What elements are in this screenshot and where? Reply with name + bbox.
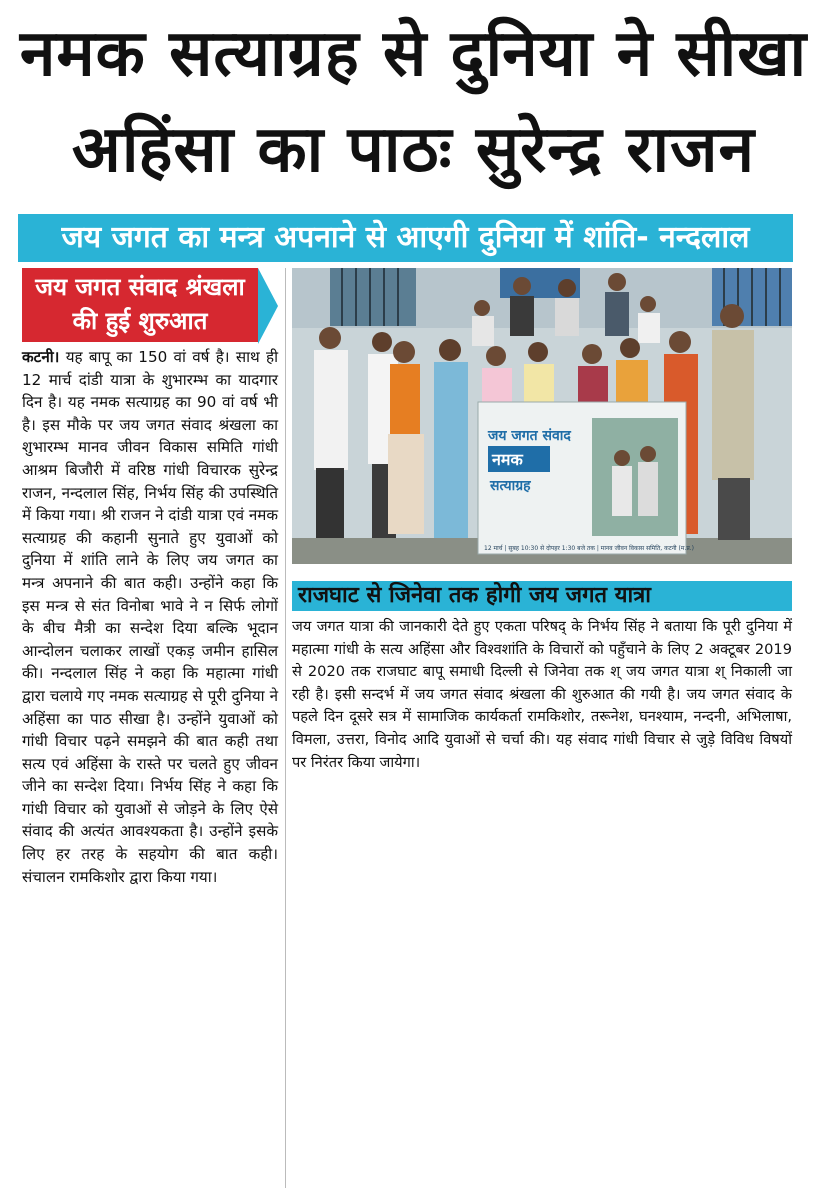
photo-scene (292, 268, 792, 564)
headline (0, 6, 827, 198)
headline-line-1: नमक सत्याग्रह से दुनिया ने सीखा (19, 17, 808, 91)
headline-line-2: अहिंसा का पाठः सुरेन्द्र राजन (71, 113, 756, 187)
banner-footer: 12 मार्च | सुबह 10:30 से दोपहर 1:30 बजे तक | मानव जीवन विकास समिति, कटनी (म.प्र.) (484, 545, 695, 552)
series-tag (22, 268, 258, 342)
banner-line-2: नमक (492, 450, 523, 469)
subheadline-bar: जय जगत का मन्त्र अपनाने से आएगी दुनिया में शांति- नन्दलाल (18, 214, 793, 262)
group-photo (292, 268, 792, 564)
series-tag-line-2: की हुई शुरुआत (72, 307, 208, 335)
left-article-body: यह बापू का 150 वां वर्ष है। साथ ही 12 मार्च दांडी यात्रा के शुभारम्भ का यादगार दिन है। यह नमक सत्याग्रह का 90 वां वर्ष भी है। इस मौके पर जय जगत संवाद श्रंखला का शुभारम्भ मानव जीवन विकास समिति गांधी आश्रम बिजौरी में वरिष्ठ गांधी विचारक सुरेन्द्र राजन, नन्दलाल सिंह, निर्भय सिंह की उपस्थिति में किया गया। श्री राजन ने दांडी यात्रा एवं नमक सत्याग्रह की कहानी सुनाते हुए युवाओं को दुनिया में शांति लाने के लिए जय जगत का मन्त्र अपनाने की बात कही। उन्होंने कहा कि इस मन्त्र से संत विनोबा भावे ने न सिर्फ लोगों के बीच मैत्री का सन्देश दिया बल्कि भूदान आन्दोलन चलाकर लाखों एकड़ जमीन हासिल की। नन्दलाल सिंह ने कहा कि महात्मा गांधी द्वारा चलाये गए नमक सत्याग्रह से पूरी दुनिया ने अहिंसा का पाठ सीखा है। उन्होंने युवाओं को गांधी विचार पढ़ने समझने की बात कही तथा सत्य एवं अहिंसा के रास्ते पर चलते हुए जीवन जीने का सन्देश दिया। निर्भय सिंह ने कहा कि गांधी विचार को युवाओं से जोड़ने के लिए ऐसे संवाद की अत्यंत आवश्यकता है। उन्होंने इसके लिए हर तरह के सहयोग की बात कही। संचालन रामकिशोर द्वारा किया गया। (22, 348, 279, 886)
series-tag-line-1: जय जगत संवाद श्रंखला (35, 273, 245, 301)
column-divider (285, 268, 286, 1188)
series-tag-arrow (258, 268, 278, 344)
right-article-title: राजघाट से जिनेवा तक होगी जय जगत यात्रा (292, 581, 792, 611)
right-article-body: जय जगत यात्रा की जानकारी देते हुए एकता परिषद् के निर्भय सिंह ने बताया कि पूरी दुनिया में महात्मा गांधी के सत्य अहिंसा और विश्वशांति के विचारों को पहुँचाने के लिए 2 अक्टूबर 2019 से 2020 तक राजघाट बापू समाधी दिल्ली से जिनेवा तक श् जय जगत यात्रा श् निकाली जा रही है। इसी सन्दर्भ में जय जगत संवाद श्रंखला की शुरुआत की गयी है। जय जगत संवाद के पहले दिन दूसरे सत्र में सामाजिक कार्यकर्ता रामकिशोर, तरूनेश, घनश्याम, नन्दनी, अभिलाषा, विमला, उत्तरा, विनोद आदि युवाओं से चर्चा की। यह संवाद गांधी विचार से जुड़े विविध विषयों पर निरंतर किया जायेगा। (292, 618, 792, 771)
dateline: कटनी। (22, 348, 60, 366)
left-article (22, 346, 278, 888)
banner-line-3: सत्याग्रह (490, 478, 531, 494)
banner-line-1: जय जगत संवाद (488, 428, 571, 444)
